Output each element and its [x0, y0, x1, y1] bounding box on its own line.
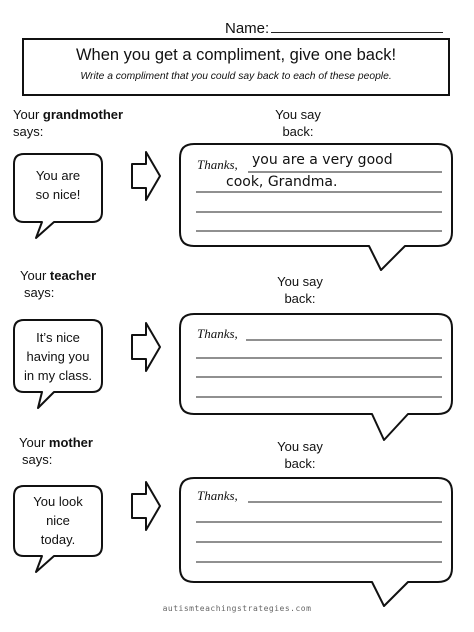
speaker-name: mother	[48, 435, 93, 450]
arrow-right-icon	[132, 482, 160, 530]
you-say-text: You say	[277, 274, 323, 289]
speaker-label-grandmother	[13, 106, 123, 140]
name-label: Name:	[225, 20, 270, 37]
compliment-text-teacher	[14, 328, 102, 385]
back-text: back:	[282, 124, 314, 139]
compliment-line: today.	[40, 532, 76, 547]
speaker-label-teacher	[20, 267, 96, 301]
compliment-line: having you	[26, 349, 90, 364]
thanks-prompt: Thanks,	[197, 326, 238, 341]
you-say-back-label	[260, 438, 340, 472]
arrow-right-icon	[132, 323, 160, 371]
you-say-back-label	[260, 273, 340, 307]
compliment-text-grandmother	[14, 166, 102, 204]
compliment-text-mother	[14, 492, 102, 549]
says-label: says:	[22, 452, 53, 467]
speaker-name: teacher	[49, 268, 97, 283]
worksheet-instruction: Write a compliment that you could say back to each of these people.	[80, 71, 392, 82]
compliment-line: You look	[33, 494, 83, 509]
speaker-prefix: Your	[20, 268, 50, 283]
arrow-right-icon	[132, 152, 160, 200]
compliment-line: in my class.	[24, 368, 92, 383]
says-label: says:	[24, 285, 55, 300]
back-text: back:	[284, 456, 316, 471]
you-say-text: You say	[277, 439, 323, 454]
worksheet-title: When you get a compliment, give one back!	[75, 46, 397, 64]
speaker-name: grandmother	[42, 107, 124, 122]
compliment-line: so nice!	[35, 187, 81, 202]
back-text: back:	[284, 291, 316, 306]
handwritten-answer-line[interactable]: you are a very good	[252, 152, 393, 168]
you-say-text: You say	[275, 107, 321, 122]
speaker-prefix: Your	[13, 107, 43, 122]
thanks-prompt: Thanks,	[197, 488, 238, 503]
compliment-line: nice	[46, 513, 70, 528]
compliment-line: It’s nice	[36, 330, 80, 345]
compliment-line: You are	[35, 168, 81, 183]
thanks-prompt: Thanks,	[197, 157, 238, 172]
speaker-prefix: Your	[19, 435, 49, 450]
says-label: says:	[13, 124, 44, 139]
speaker-label-mother	[19, 434, 93, 468]
you-say-back-label	[258, 106, 338, 140]
footer-source: autismteachingstrategies.com	[162, 604, 312, 613]
handwritten-answer-line[interactable]: cook, Grandma.	[226, 174, 338, 190]
